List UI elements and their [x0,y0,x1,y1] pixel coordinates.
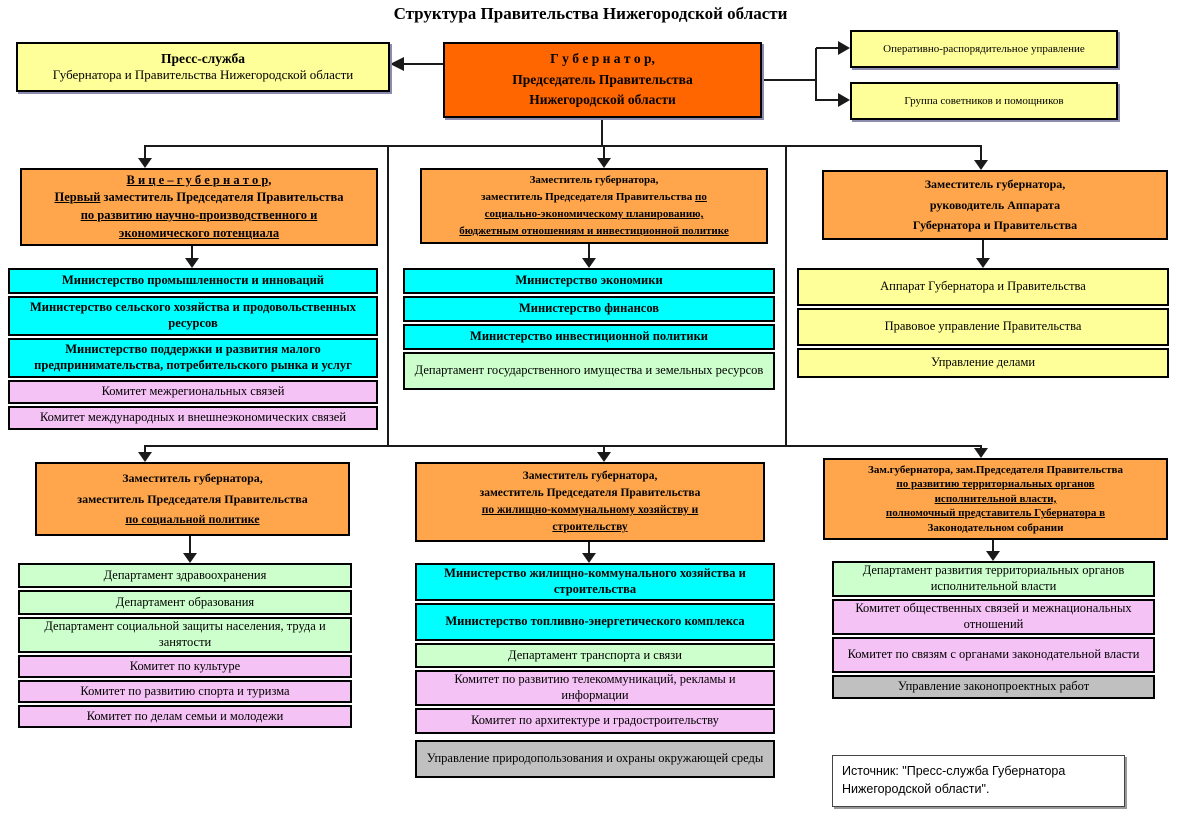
arrow-down [185,258,199,268]
deputy-apparatus-line: руководитель Аппарата [929,197,1061,212]
org-unit-committee: Комитет по развитию спорта и туризма [18,680,352,703]
org-unit-department: Департамент социальной защиты населения, труда и занятости [18,617,352,653]
arrow-down [138,452,152,462]
governor-to-deputies-connector [138,118,988,170]
apparatus-block-stack [797,268,1169,380]
org-unit-ministry: Министерство жилищно-коммунального хозяйства и строительства [415,563,775,601]
deputy-economy-line [481,189,707,206]
deputy-housing-box [415,462,765,542]
org-unit-committee: Комитет общественных связей и межнациональных отношений [832,599,1155,635]
org-unit-office: Управление делами [797,348,1169,378]
deputy-housing-line: Заместитель губернатора, [522,469,658,482]
org-unit-department: Департамент транспорта и связи [415,643,775,668]
org-unit-ministry: Министерство поддержки и развития малого предпринимательства, потребительского рынка и услуг [8,338,378,378]
governor-to-press-connector [390,57,443,71]
arrow-down [582,553,596,563]
governor-line: Г у б е р н а т о р, [550,50,655,66]
org-unit-committee: Комитет международных и внешнеэкономических связей [8,406,378,430]
org-unit-ministry: Министерство сельского хозяйства и продовольственных ресурсов [8,296,378,336]
advisors-group-box [850,82,1118,120]
vice-governor-line [127,172,272,190]
vice-governor-line: экономического потенциала [118,225,280,240]
arrow-down [138,158,152,168]
vice-governor-line-part: заместитель Председателя Правительства [100,190,344,205]
org-unit-committee: Комитет по связям с органами законодательной власти [832,637,1155,673]
territorial-block-stack [832,561,1155,701]
chart-title: Структура Правительства Нижегородской области [393,4,788,23]
advisors-group-label: Группа советников и помощников [904,95,1064,107]
vice-governor-line [54,189,343,207]
deputy-territorial-line: полномочный представитель Губернатора в [885,507,1106,520]
deputy-economy-box [420,168,768,244]
deputy-economy-line: социально-экономическому планированию, [484,208,704,220]
arrow-down [183,553,197,563]
org-unit-office: Правовое управление Правительства [797,308,1169,346]
arrow-right [838,41,850,55]
vice-governor-title: В и ц е – г у б е р н а т о р, [126,172,272,187]
org-unit-committee: Комитет по архитектуре и градостроительству [415,708,775,734]
org-unit-directorate: Управление природопользования и охраны окружающей среды [415,740,775,778]
deputy-territorial-line: по развитию территориальных органов [896,478,1095,491]
finance-block-stack [403,268,775,392]
deputy-apparatus-line: Заместитель губернатора, [924,177,1066,192]
arrow-down [582,258,596,268]
operations-office-label: Оперативно-распорядительное управление [883,43,1085,55]
arrow-down [986,551,1000,561]
arrow-down [597,452,611,462]
social-block-stack [18,563,352,730]
deputy-social-line: Заместитель губернатора, [122,471,263,486]
source-note: Источник: "Пресс-служба Губернатора Нижегородской области". [832,755,1125,807]
deputy-economy-line-part: по [695,190,707,203]
deputy-apparatus-line: Губернатора и Правительства [912,218,1078,233]
operations-office-box [850,30,1118,68]
org-unit-committee: Комитет по культуре [18,655,352,678]
deputy-social-line: по социальной политике [125,512,260,527]
deputy-territorial-line: Законодательном собрании [927,521,1064,534]
org-unit-ministry: Министерство инвестиционной политики [403,324,775,350]
governor-to-offices-connector [762,41,850,107]
economy-block-stack [8,268,378,432]
governor-line: Председатель Правительства [512,71,693,87]
arrow-down [597,158,611,168]
governor-box [443,42,762,118]
vice-governor-line-part: Первый [54,190,101,205]
deputy-territorial-line: Зам.губернатора, зам.Председателя Правительства [868,463,1123,476]
press-service-subtitle: Губернатора и Правительства Нижегородской области [52,67,354,83]
deputy-housing-line: заместитель Председателя Правительства [479,486,701,499]
arrow-right [838,93,850,107]
deputy-territorial-line: исполнительной власти, [934,492,1057,505]
deputy-housing-line: строительству [552,521,628,534]
arrow-down [974,160,988,170]
org-unit-department: Департамент государственного имущества и земельных ресурсов [403,352,775,390]
arrow-down [976,258,990,268]
org-unit-directorate: Управление законопроектных работ [832,675,1155,699]
org-unit-committee: Комитет по развитию телекоммуникаций, рекламы и информации [415,670,775,706]
org-unit-committee: Комитет по делам семьи и молодежи [18,705,352,728]
housing-block-stack [415,563,775,780]
org-unit-department: Департамент здравоохранения [18,563,352,588]
governor-line: Нижегородской области [529,92,676,108]
arrow-left [390,57,404,71]
press-service-box [16,42,390,92]
vice-governor-line: по развитию научно-производственного и [80,208,318,222]
org-unit-department: Департамент развития территориальных органов исполнительной власти [832,561,1155,597]
org-unit-ministry: Министерство топливно-энергетического комплекса [415,603,775,641]
org-unit-committee: Комитет межрегиональных связей [8,380,378,404]
deputy-housing-line: по жилищно-коммунальному хозяйству и [481,504,699,516]
org-unit-department: Департамент образования [18,590,352,615]
deputy-economy-line: Заместитель губернатора, [529,173,659,186]
deputy-social-box [35,462,350,536]
org-unit-ministry: Министерство промышленности и инноваций [8,268,378,294]
org-unit-ministry: Министерство экономики [403,268,775,294]
deputy-territorial-box [823,458,1168,540]
press-service-title: Пресс-служба [161,50,245,66]
deputy-economy-line: бюджетным отношениям и инвестиционной политике [459,225,729,238]
vice-governor-box [20,168,378,246]
deputy-apparatus-box [822,170,1168,240]
org-unit-ministry: Министерство финансов [403,296,775,322]
org-unit-office: Аппарат Губернатора и Правительства [797,268,1169,306]
deputy-social-line: заместитель Председателя Правительства [77,491,308,506]
deputy-economy-line-part: заместитель Председателя Правительства [481,190,696,203]
arrow-down [974,448,988,458]
